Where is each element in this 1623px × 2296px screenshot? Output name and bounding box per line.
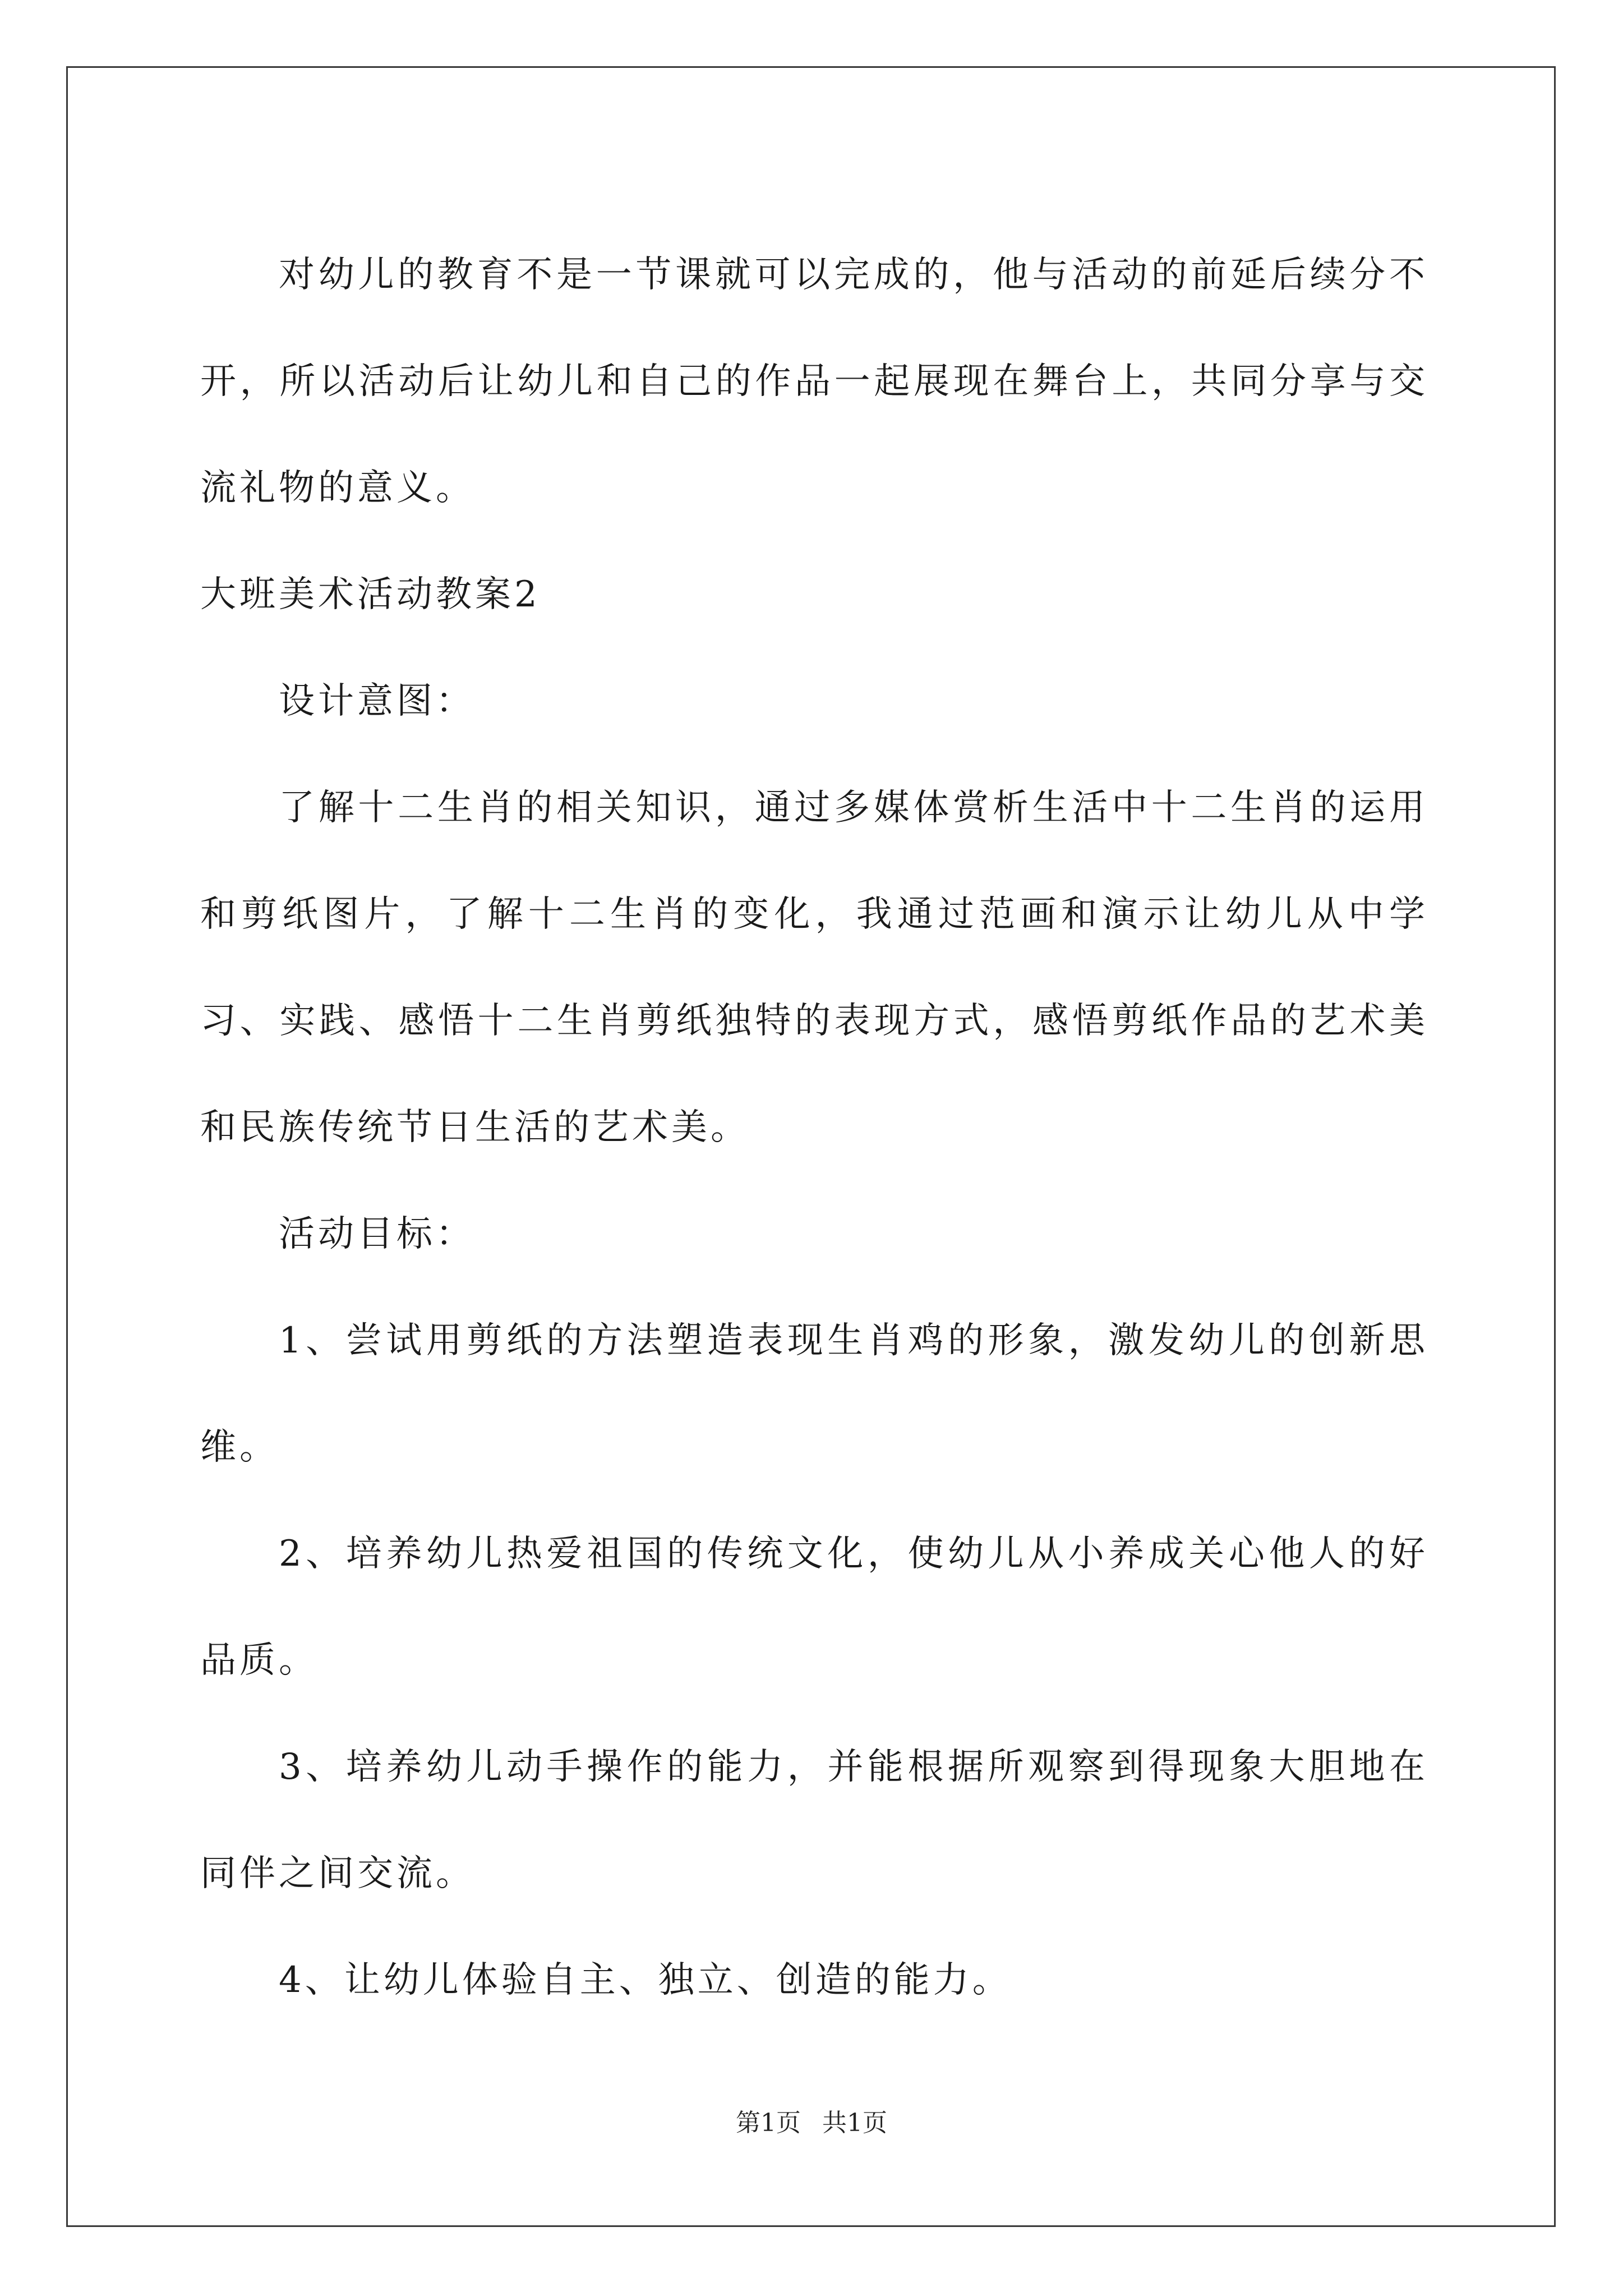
page-footer: [0, 2102, 1623, 2138]
document-body: [200, 222, 1428, 2033]
goal-item-2: 2、培养幼儿热爱祖国的传统文化，使幼儿从小养成关心他人的好品质。: [200, 1533, 1428, 1681]
goal-item-4: 4、让幼儿体验自主、独立、创造的能力。: [279, 1959, 1012, 2001]
paragraph-intro: 对幼儿的教育不是一节课就可以完成的，他与活动的前延后续分不开，所以活动后让幼儿和自己的作品一起展现在舞台上，共同分享与交流礼物的意义。: [200, 254, 1428, 509]
page-number: 第1页: [736, 2109, 801, 2137]
paragraph-design-intent: 了解十二生肖的相关知识，通过多媒体赏析生活中十二生肖的运用和剪纸图片，了解十二生肖的变化，我通过范画和演示让幼儿从中学习、实践、感悟十二生肖剪纸独特的表现方式，感悟剪纸作品的艺术美和民族传统节日生活的艺术美。: [200, 787, 1428, 1148]
paragraph-goals-label: 活动目标：: [279, 1213, 475, 1255]
goal-item-1: 1、尝试用剪纸的方法塑造表现生肖鸡的形象，激发幼儿的创新思维。: [200, 1320, 1428, 1468]
paragraph-design-intent-label: 设计意图：: [279, 680, 475, 722]
section-heading: 大班美术活动教案2: [200, 574, 541, 615]
goal-item-3: 3、培养幼儿动手操作的能力，并能根据所观察到得现象大胆地在同伴之间交流。: [200, 1746, 1428, 1894]
page-total: 共1页: [822, 2109, 887, 2137]
